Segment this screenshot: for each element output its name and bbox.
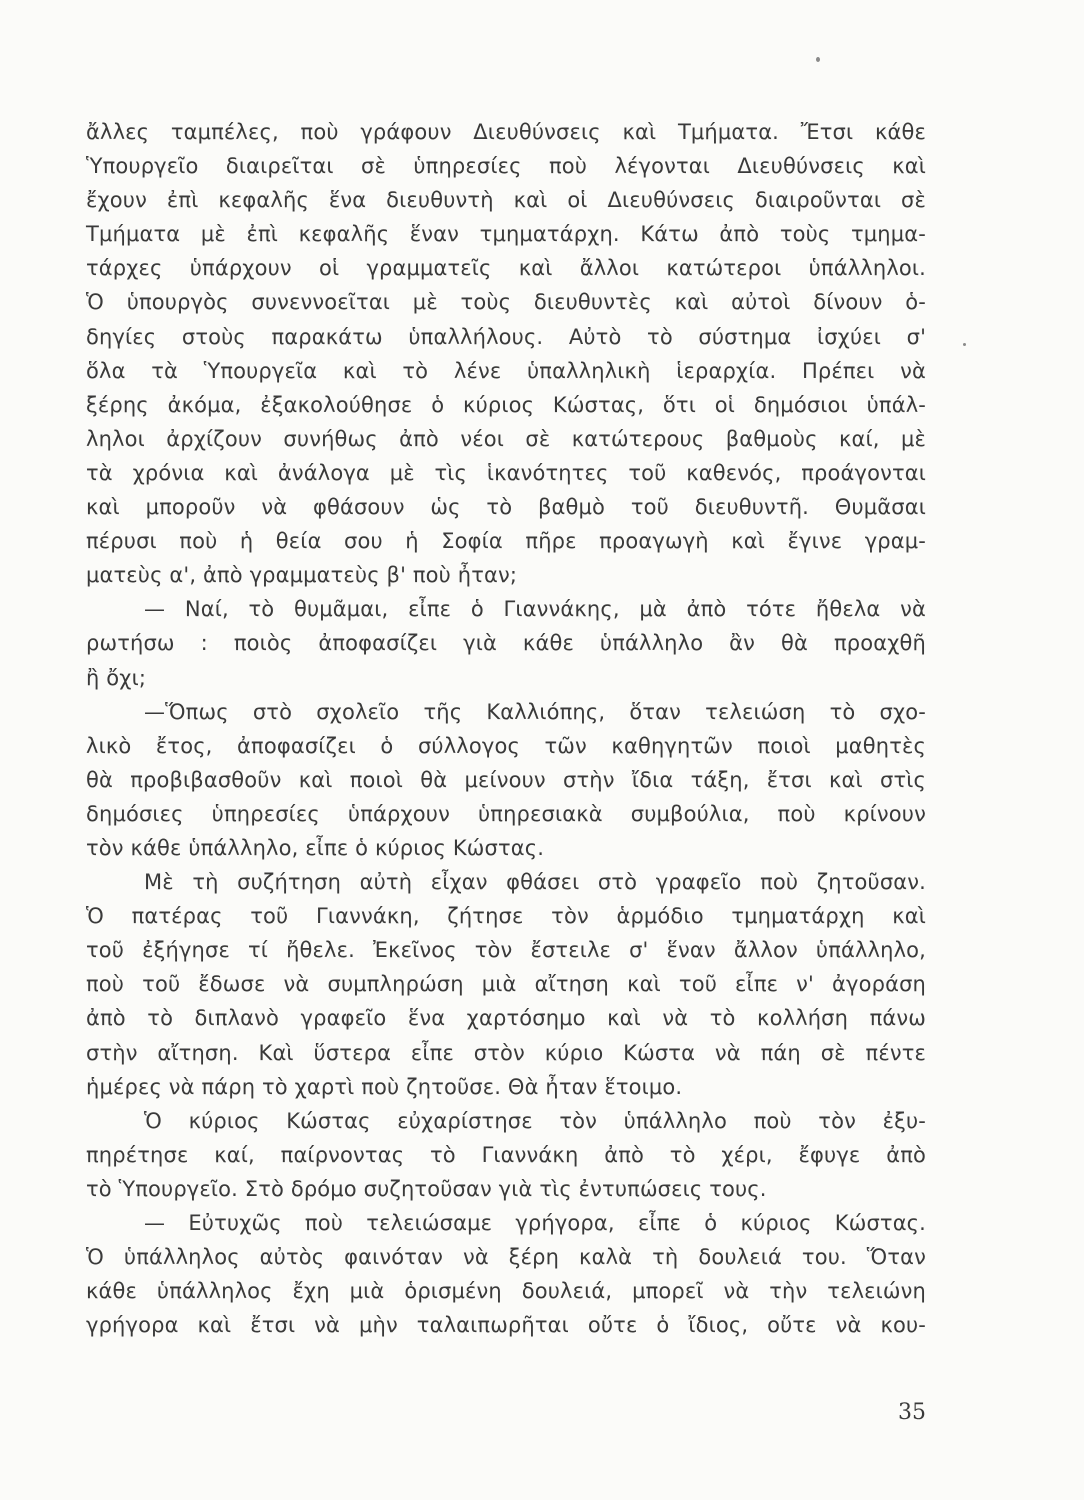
text-line: ἡμέρες νὰ πάρη τὸ χαρτὶ ποὺ ζητοῦσε. Θὰ ἦταν ἕτοιμο. bbox=[86, 1074, 683, 1099]
text-line: τοῦ ἐξήγησε τί ἤθελε. Ἐκεῖνος τὸν ἔστειλε σ' ἕναν ἄλλον ὑπάλληλο, bbox=[86, 938, 926, 963]
text-line: ληλοι ἀρχίζουν συνήθως ἀπὸ νέοι σὲ κατώτερους βαθμοὺς καί, μὲ bbox=[86, 426, 926, 451]
text-line: Ὁ πατέρας τοῦ Γιαννάκη, ζήτησε τὸν ἁρμόδιο τμηματάρχη καὶ bbox=[86, 904, 926, 929]
ink-speck bbox=[963, 343, 966, 346]
ink-speck bbox=[816, 57, 820, 62]
text-line: τὸ Ὑπουργεῖο. Στὸ δρόμο συζητοῦσαν γιὰ τὶς ἐντυπώσεις τους. bbox=[86, 1176, 767, 1201]
text-line: ρωτήσω : ποιὸς ἀποφασίζει γιὰ κάθε ὑπάλληλο ἂν θὰ προαχθῆ bbox=[86, 631, 926, 656]
text-line: κάθε ὑπάλληλος ἔχη μιὰ ὁρισμένη δουλειά, μπορεῖ νὰ τὴν τελειώνη bbox=[86, 1279, 926, 1304]
text-line: ἄλλες ταμπέλες, ποὺ γράφουν Διευθύνσεις καὶ Τμήματα. Ἔτσι κάθε bbox=[86, 120, 926, 144]
text-line: λικὸ ἔτος, ἀποφασίζει ὁ σύλλογος τῶν καθηγητῶν ποιοὶ μαθητὲς bbox=[86, 733, 926, 758]
text-line: — Εὐτυχῶς ποὺ τελειώσαμε γρήγορα, εἶπε ὁ κύριος Κώστας. bbox=[144, 1211, 926, 1235]
text-line: τὸν κάθε ὑπάλληλο, εἶπε ὁ κύριος Κώστας. bbox=[86, 835, 545, 860]
text-line: καὶ μποροῦν νὰ φθάσουν ὡς τὸ βαθμὸ τοῦ διευθυντῆ. Θυμᾶσαι bbox=[86, 495, 926, 520]
text-line: δηγίες στοὺς παρακάτω ὑπαλλήλους. Αὐτὸ τὸ σύστημα ἰσχύει σ' bbox=[86, 324, 926, 349]
text-line: Μὲ τὴ συζήτηση αὐτὴ εἶχαν φθάσει στὸ γραφεῖο ποὺ ζητοῦσαν. bbox=[144, 870, 926, 895]
text-line: ματεὺς α', ἀπὸ γραμματεὺς β' ποὺ ἦταν; bbox=[86, 563, 518, 588]
page-number: 35 bbox=[898, 1400, 926, 1425]
text-line: γρήγορα καὶ ἔτσι νὰ μὴν ταλαιπωρῆται οὔτε ὁ ἴδιος, οὔτε νὰ κου- bbox=[86, 1313, 926, 1338]
text-line: πηρέτησε καί, παίρνοντας τὸ Γιαννάκη ἀπὸ τὸ χέρι, ἔφυγε ἀπὸ bbox=[86, 1142, 926, 1167]
text-line: ἔχουν ἐπὶ κεφαλῆς ἕνα διευθυντὴ καὶ οἱ Διευθύνσεις διαιροῦνται σὲ bbox=[86, 188, 926, 213]
text-line: Ὁ ὑπάλληλος αὐτὸς φαινόταν νὰ ξέρη καλὰ τὴ δουλειά του. Ὅταν bbox=[86, 1245, 926, 1270]
text-line: στὴν αἴτηση. Καὶ ὕστερα εἶπε στὸν κύριο Κώστα νὰ πάη σὲ πέντε bbox=[86, 1040, 926, 1065]
text-line: ἀπὸ τὸ διπλανὸ γραφεῖο ἕνα χαρτόσημο καὶ νὰ τὸ κολλήση πάνω bbox=[86, 1006, 926, 1031]
text-line: ξέρης ἀκόμα, ἐξακολούθησε ὁ κύριος Κώστας, ὅτι οἱ δημόσιοι ὑπάλ- bbox=[86, 392, 926, 417]
text-line: πέρυσι ποὺ ἡ θεία σου ἡ Σοφία πῆρε προαγωγὴ καὶ ἔγινε γραμ- bbox=[86, 529, 926, 554]
text-line: —Ὅπως στὸ σχολεῖο τῆς Καλλιόπης, ὅταν τελειώση τὸ σχο- bbox=[144, 699, 926, 724]
text-line: Ὁ κύριος Κώστας εὐχαρίστησε τὸν ὑπάλληλο ποὺ τὸν ἐξυ- bbox=[144, 1108, 926, 1133]
text-line: — Ναί, τὸ θυμᾶμαι, εἶπε ὁ Γιαννάκης, μὰ ἀπὸ τότε ἤθελα νὰ bbox=[144, 597, 926, 622]
text-line: Ὁ ὑπουργὸς συνεννοεῖται μὲ τοὺς διευθυντὲς καὶ αὐτοὶ δίνουν ὁ- bbox=[86, 290, 926, 315]
text-line: τὰ χρόνια καὶ ἀνάλογα μὲ τὶς ἱκανότητες τοῦ καθενός, προάγονται bbox=[86, 460, 926, 485]
page-text bbox=[86, 115, 926, 1342]
text-line: τάρχες ὑπάρχουν οἱ γραμματεῖς καὶ ἄλλοι κατώτεροι ὑπάλληλοι. bbox=[86, 256, 926, 281]
text-line: Ὑπουργεῖο διαιρεῖται σὲ ὑπηρεσίες ποὺ λέγονται Διευθύνσεις καὶ bbox=[86, 154, 926, 179]
text-line: ποὺ τοῦ ἔδωσε νὰ συμπληρώση μιὰ αἴτηση καὶ τοῦ εἶπε ν' ἀγοράση bbox=[86, 972, 926, 997]
text-line: θὰ προβιβασθοῦν καὶ ποιοὶ θὰ μείνουν στὴν ἴδια τάξη, ἔτσι καὶ στὶς bbox=[86, 767, 926, 792]
text-line: Τμήματα μὲ ἐπὶ κεφαλῆς ἕναν τμηματάρχη. Κάτω ἀπὸ τοὺς τμημα- bbox=[86, 222, 926, 247]
text-line: ἢ ὄχι; bbox=[86, 665, 147, 690]
text-line: δημόσιες ὑπηρεσίες ὑπάρχουν ὑπηρεσιακὰ συμβούλια, ποὺ κρίνουν bbox=[86, 801, 926, 826]
text-line: ὅλα τὰ Ὑπουργεῖα καὶ τὸ λένε ὑπαλληλικὴ ἱεραρχία. Πρέπει νὰ bbox=[86, 358, 926, 383]
